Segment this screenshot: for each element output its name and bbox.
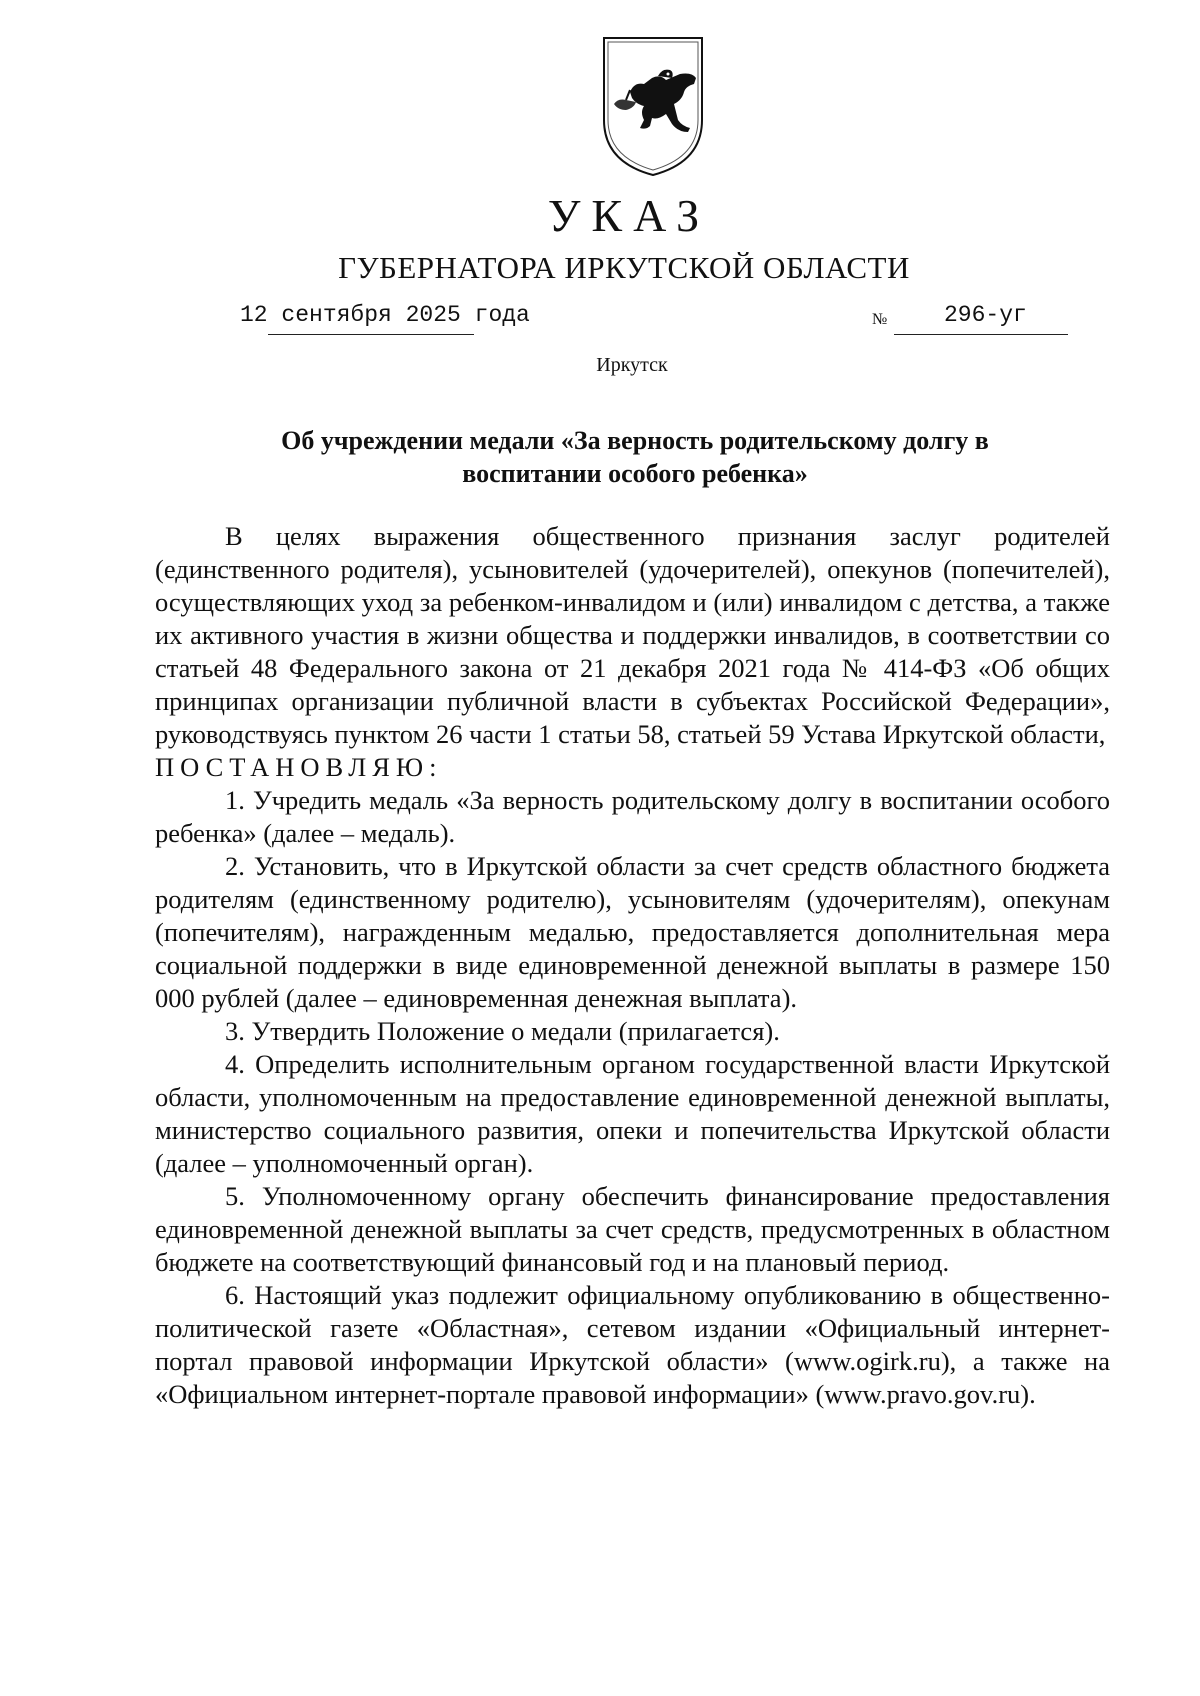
item-1: 1. Учредить медаль «За верность родительскому долгу в воспитании особого ребенка» (далее – медаль). <box>155 785 1110 848</box>
document-date: 12 сентября 2025 года <box>240 302 530 328</box>
document-body <box>155 520 1110 1411</box>
number-underline <box>894 334 1068 335</box>
date-underline <box>268 334 474 335</box>
item-5: 5. Уполномоченному органу обеспечить финансирование предоставления единовременной денежной выплаты за счет средств, предусмотренных в областном бюджете на соответствующий финансовый год и на плановый период. <box>155 1181 1110 1277</box>
item-4: 4. Определить исполнительным органом государственной власти Иркутской области, уполномоченным на предоставление единовременной денежной выплаты, министерство социального развития, опеки и попечительства Иркутской области (далее – уполномоченный орган). <box>155 1049 1110 1178</box>
item-2: 2. Установить, что в Иркутской области за счет средств областного бюджета родителям (единственному родителю), усыновителям (удочерителям), опекунам (попечителям), награжденным медалью, предоставляется дополнительная мера социальной поддержки в виде единовременной денежной выплаты в размере 150 000 рублей (далее – единовременная денежная выплата). <box>155 851 1110 1013</box>
resolve-word: ПОСТАНОВЛЯЮ: <box>155 752 443 782</box>
document-heading: Об учреждении медали «За верность родительскому долгу в воспитании особого ребенка» <box>281 426 989 488</box>
item-3: 3. Утвердить Положение о медали (прилагается). <box>225 1016 780 1046</box>
issuer-title: ГУБЕРНАТОРА ИРКУТСКОЙ ОБЛАСТИ <box>338 250 910 285</box>
number-sign: № <box>872 311 888 328</box>
city-name: Иркутск <box>596 354 668 376</box>
coat-of-arms-icon <box>600 34 706 178</box>
document-number: 296-уг <box>944 302 1027 328</box>
item-6: 6. Настоящий указ подлежит официальному опубликованию в общественно-политической газете «Областная», сетевом издании «Официальный интернет-портал правовой информации Иркутской области» (www.ogirk.ru), а также на «Официальном интернет-портале правовой информации» (www.pravo.gov.ru). <box>155 1280 1110 1409</box>
document-type-title: УКАЗ <box>547 190 711 241</box>
preamble-paragraph: В целях выражения общественного признания заслуг родителей (единственного родителя), усыновителей (удочерителей), опекунов (попечителей), осуществляющих уход за ребенком-инвалидом и (или) инвалидом с детства, а также их активного участия в жизни общества и поддержки инвалидов, в соответствии со статьей 48 Федерального закона от 21 декабря 2021 года № 414-ФЗ «Об общих принципах организации публичной власти в субъектах Российской Федерации», руководствуясь пунктом 26 части 1 статьи 58, статьей 59 Устава Иркутской области, <box>155 521 1110 749</box>
